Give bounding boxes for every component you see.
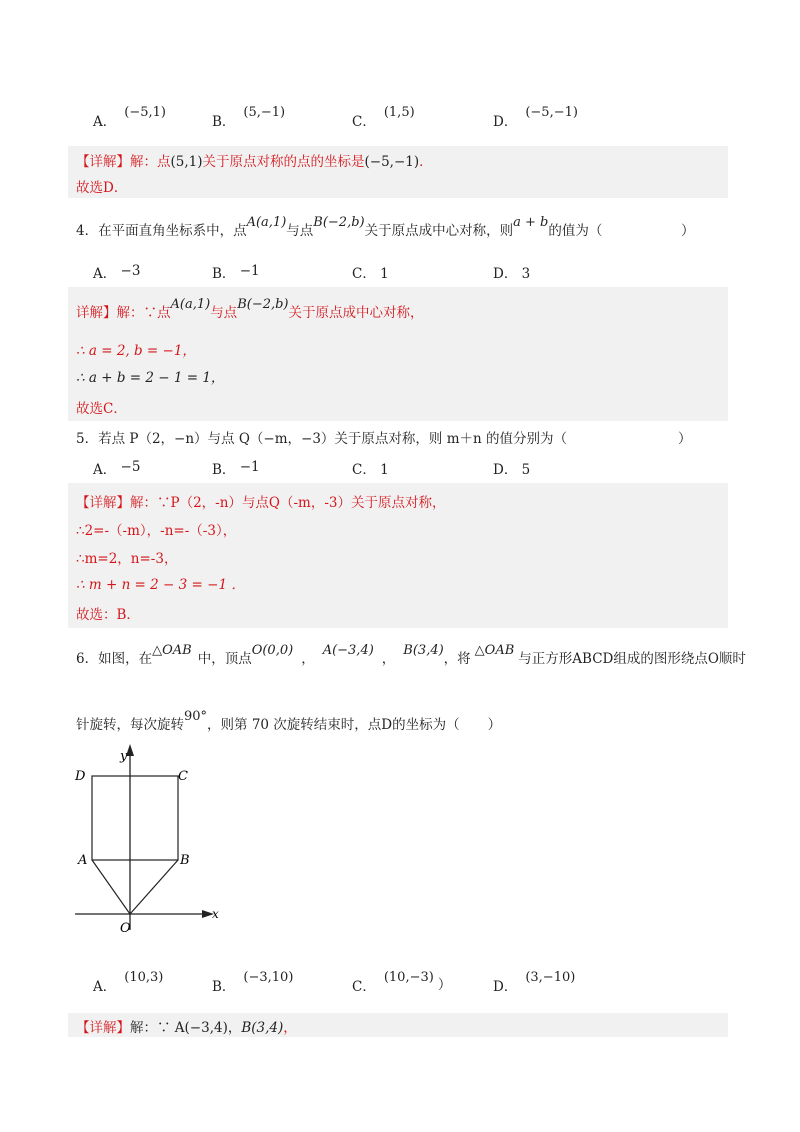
q4-solution-line1: 详解】解：∵点A(a,1)与点B(−2,b)关于原点成中心对称，	[76, 297, 424, 321]
q5-close-paren: ）	[678, 431, 692, 447]
q5-solution-line3: ∴m=2，n=-3，	[76, 551, 178, 567]
segment-oa	[92, 860, 130, 914]
q4-solution-line3: ∴ a + b = 2 − 1 = 1，	[76, 370, 225, 386]
q5-solution-line2: ∴2=-（-m），-n=-（-3），	[76, 523, 237, 539]
q3-solution-line1: 【详解】解：点(5,1)关于原点对称的点的坐标是(−5,−1)．	[76, 154, 433, 170]
q5-option-a: A． −5	[93, 459, 141, 478]
label-b: B	[180, 853, 190, 868]
label-c: C	[178, 769, 188, 784]
label-y: y	[120, 749, 128, 764]
q6-solution-line1: 【详解】解：∵ A(−3,4)，B(3,4)，	[76, 1020, 297, 1036]
label-d: D	[75, 769, 86, 784]
q3-option-d: D．(−5,−1)	[493, 105, 578, 130]
q4-stem: 4．在平面直角坐标系中，点A(a,1)与点B(−2,b)关于原点成中心对称，则a + b的值为（	[76, 215, 603, 239]
q3-option-c: C．(1,5)	[352, 105, 415, 130]
q6-solution-box	[68, 1013, 728, 1037]
q5-stem: 5．若点 P（2，−n）与点 Q（−m，−3）关于原点对称，则 m＋n 的值分别为（	[76, 431, 568, 447]
q3-solution-box	[68, 146, 728, 198]
q5-option-d: D． 5	[493, 462, 531, 478]
q4-close-paren: ）	[681, 223, 695, 239]
label-a: A	[78, 853, 88, 868]
q3-option-b: B．(5,−1)	[212, 105, 286, 130]
q6-option-c: C．(10,−3) ）	[352, 970, 452, 995]
q6-option-a: A．(10,3)	[93, 970, 164, 995]
q4-option-d: D． 3	[493, 266, 531, 282]
q4-option-a: A． −3	[93, 263, 141, 282]
q6-option-b: B．(−3,10)	[212, 970, 294, 995]
q6-stem-line1: 6．如图，在△OAB中，顶点O(0,0)，A(−3,4)，B(3,4)，将△OAB与正方形ABCD组成的图形绕点O顺时	[76, 643, 746, 667]
label-o: O	[120, 921, 131, 936]
label-x: x	[212, 907, 219, 921]
q3-option-a: A．(−5,1)	[93, 105, 166, 130]
q5-solution-box	[68, 483, 728, 628]
q6-stem-line2: 针旋转，每次旋转90°，则第 70 次旋转结束时，点D的坐标为（ ）	[76, 709, 502, 733]
q4-solution-box	[68, 287, 728, 421]
q4-solution-line4: 故选C．	[76, 401, 127, 417]
q5-option-c: C． 1	[352, 462, 389, 478]
q3-solution-line2: 故选D．	[76, 180, 128, 196]
q5-option-b: B． −1	[212, 459, 260, 478]
q5-solution-line5: 故选：B．	[76, 607, 140, 623]
q6-figure	[70, 740, 230, 940]
square-abcd	[92, 776, 178, 860]
q4-option-b: B． −1	[212, 263, 260, 282]
q4-option-c: C． 1	[352, 266, 389, 282]
segment-ob	[130, 860, 178, 914]
q5-solution-line1: 【详解】解：∵P（2，-n）与点Q（-m，-3）关于原点对称，	[76, 495, 446, 511]
q6-option-d: D．(3,−10)	[493, 970, 576, 995]
q5-solution-line4: ∴ m + n = 2 − 3 = −1 ．	[76, 577, 245, 593]
q4-solution-line2: ∴ a = 2, b = −1，	[76, 343, 196, 359]
